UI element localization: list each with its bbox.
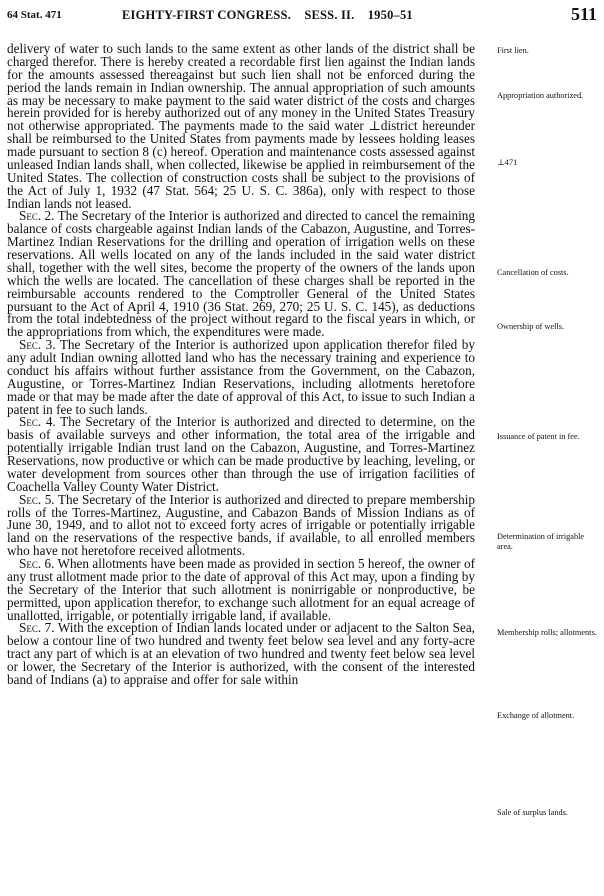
section-label: Sec. 3.: [19, 337, 56, 353]
section-3: [7, 339, 475, 416]
section-text: The Secretary of the Interior is authorized and directed to determine, on the basis of available surveys and other information, the total area of the irrigable and potentially irrigable Indian trust land on the Cabazon, Augustine, and Torres-Martinez Reservations, now productive or which can be made productive by leaching, leveling, or water development from sources other than through the use of irrigation facilities of Coachella Valley County Water District.: [7, 414, 475, 494]
margin-note-stat-471: ⊥471: [497, 158, 518, 167]
statute-body: [7, 43, 475, 687]
section-text: The Secretary of the Interior is authorized and directed to prepare membership rolls of the Torres-Martinez, Augustine, and Cabazon Bands of Mission Indians as of June 30, 1949, and to allot not to exceed forty acres of irrigable or potentially irrigable land on the reservations of the respective bands, if available, to all enrolled members who have not heretofore received allotments.: [7, 491, 475, 559]
margin-note-ownership-wells: Ownership of wells.: [497, 322, 565, 331]
margin-note-first-lien: First lien.: [497, 46, 529, 55]
section-4: [7, 416, 475, 493]
margin-note-cancellation: Cancellation of costs.: [497, 268, 569, 277]
margin-note-appropriation: Appropriation authorized.: [497, 91, 584, 100]
section-text: The Secretary of the Interior is authorized upon application therefor filed by any adult Indian owning allotted land who has the necessary training and experience to conduct his affairs without further assistance from the Government, on the Cabazon, Augustine, or Torres-Martinez Indian Reservations, including allotments heretofore made or that may be made after the date of approval of this Act, to issue to such Indian a patent in fee to such lands.: [7, 337, 475, 417]
section-7: [7, 622, 475, 686]
section-label: Sec. 6.: [19, 556, 55, 571]
page-number: 511: [570, 4, 597, 24]
section-5: [7, 491, 475, 559]
section-2: [7, 210, 475, 339]
margin-note-exchange: Exchange of allotment.: [497, 711, 575, 720]
running-head: EIGHTY-FIRST CONGRESS. SESS. II. 1950–51: [122, 8, 413, 22]
margin-note-membership-rolls: Membership rolls; allotments.: [497, 628, 597, 637]
continued-paragraph: delivery of water to such lands to the same extent as other lands of the district shall be charged therefor. There is hereby created a recordable first lien against the Indian lands for the amounts assessed thereagainst but such lien shall not be enforced during the period the lands remain in Indian ownership. The annual appropriation of such amounts as may be necessary to make payment to the said water district of the costs and charges herein provided for is hereby authorized out of any money in the United States Treasury not otherwise appropriated. The payments made to the said water ⊥district hereunder shall be reimbursed to the United States from payments made by lessees holding leases made pursuant to section 8 (c) hereof. Operation and maintenance costs assessed against unleased Indian lands shall, when collected, likewise be applied in reimbursement of the United States. The collection of construction costs shall be subject to the provisions of the Act of July 1, 1932 (47 Stat. 564; 25 U. S. C. 386a), only with respect to those Indian lands not leased.: [7, 41, 475, 211]
margin-note-irrigable-area: Determination of irrigable area.: [497, 532, 585, 551]
section-label: Sec. 7.: [19, 620, 55, 636]
section-text: The Secretary of the Interior is authorized and directed to cancel the remaining balance of costs chargeable against Indian lands of the Cabazon, Augustine, and Torres-Martinez Indian Reservations for the drilling and operation of irrigation wells on these reservations. All wells located on any of the lands included in the said water district shall, together with the well sites, become the property of the owners of the lands upon which the wells are located. The cancellation of these charges shall be reported in the reimbursable accounts rendered to the Comptroller General of the United States pursuant to the Act of April 4, 1910 (36 Stat. 269, 270; 25 U. S. C. 145), as deductions from the total indebtedness of the project without regard to the fiscal years in which, or the appropriations from which, the expenditures were made.: [7, 208, 475, 340]
statute-reference: 64 Stat. 471: [7, 9, 62, 21]
page-header: [7, 4, 597, 24]
margin-note-surplus-lands: Sale of surplus lands.: [497, 808, 568, 817]
section-label: Sec. 2.: [19, 208, 55, 224]
section-text: When allotments have been made as provided in section 5 hereof, the owner of any trust allotment made prior to the date of approval of this Act may, upon a finding by the Secretary of the Interior that such allotment is nonirrigable or nonproductive, be permitted, upon application therefor, to exchange such allotment for an equal acreage of unallotted, irrigable, or potentially irrigable land, if available.: [7, 556, 475, 623]
section-label: Sec. 4.: [19, 414, 56, 430]
section-label: Sec. 5.: [19, 491, 55, 507]
margin-note-patent-fee: Issuance of patent in fee.: [497, 432, 580, 441]
section-text: With the exception of Indian lands located under or adjacent to the Salton Sea, below a contour line of two hundred and twenty feet below sea level and any forty-acre tract any part of which is at an elevation of two hundred and twenty feet below sea level or lower, the Secretary of the Interior is authorized, with the consent of the interested band of Indians (a) to appraise and offer for sale within: [7, 620, 475, 687]
section-6: [7, 558, 475, 622]
